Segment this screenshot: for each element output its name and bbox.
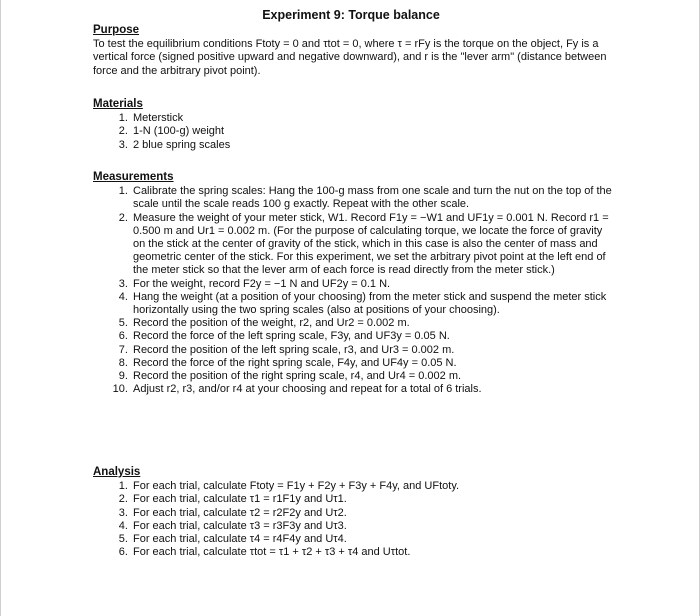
materials-heading: Materials xyxy=(93,98,143,110)
list-item: 5. For each trial, calculate τ4 = r4F4y and Uτ4. xyxy=(131,533,613,546)
list-item: 6. For each trial, calculate τtot = τ1 + τ2 + τ3 + τ4 and Uτtot. xyxy=(131,546,613,559)
list-item: 3. 2 blue spring scales xyxy=(131,139,613,152)
list-item: 6. Record the force of the left spring scale, F3y, and UF3y = 0.05 N. xyxy=(131,330,613,343)
list-item: 2. 1-N (100-g) weight xyxy=(131,125,613,138)
list-item: 1. Meterstick xyxy=(131,112,613,125)
list-item: 7. Record the position of the left spring scale, r3, and Ur3 = 0.002 m. xyxy=(131,344,613,357)
purpose-section xyxy=(93,24,613,78)
purpose-heading: Purpose xyxy=(93,24,140,36)
list-item: 4. Hang the weight (at a position of your choosing) from the meter stick and suspend the meter stick horizontally using the two spring scales (also at positions of your choosing). xyxy=(131,291,613,317)
materials-section xyxy=(93,98,613,152)
measurements-section xyxy=(93,171,613,396)
measurements-heading: Measurements xyxy=(93,171,174,183)
materials-list xyxy=(93,112,613,152)
list-item: 2. For each trial, calculate τ1 = r1F1y and Uτ1. xyxy=(131,493,613,506)
analysis-heading: Analysis xyxy=(93,466,141,478)
list-item: 1. Calibrate the spring scales: Hang the 100-g mass from one scale and turn the nut on the top of the scale until the scale reads 100 g exactly. Repeat with the other scale. xyxy=(131,185,613,211)
list-item: 2. Measure the weight of your meter stick, W1. Record F1y = −W1 and UF1y = 0.001 N. Record r1 = 0.500 m and Ur1 = 0.002 m. (For the purpose of calculating torque, we locate the force of gravity on the stick at the center of gravity of the stick, which in this case is also the center of mass and geometric center of the stick. For this experiment, we set the arbitrary pivot point at the left end of the meter stick so that the lever arm of each force is read directly from the meter stick.) xyxy=(131,212,613,278)
measurements-list xyxy=(93,185,613,396)
list-item: 8. Record the force of the right spring scale, F4y, and UF4y = 0.05 N. xyxy=(131,357,613,370)
page-title: Experiment 9: Torque balance xyxy=(262,8,440,22)
list-item: 1. For each trial, calculate Ftoty = F1y + F2y + F3y + F4y, and UFtoty. xyxy=(131,480,613,493)
list-item: 9. Record the position of the right spring scale, r4, and Ur4 = 0.002 m. xyxy=(131,370,613,383)
list-item: 4. For each trial, calculate τ3 = r3F3y and Uτ3. xyxy=(131,520,613,533)
list-item: 3. For the weight, record F2y = −1 N and UF2y = 0.1 N. xyxy=(131,278,613,291)
analysis-list xyxy=(93,480,613,559)
list-item: 10. Adjust r2, r3, and/or r4 at your choosing and repeat for a total of 6 trials. xyxy=(131,383,613,396)
analysis-section xyxy=(93,466,613,559)
list-item: 5. Record the position of the weight, r2, and Ur2 = 0.002 m. xyxy=(131,317,613,330)
purpose-text: To test the equilibrium conditions Ftoty = 0 and τtot = 0, where τ = rFy is the torque on the object, Fy is a vertical force (signed positive upward and negative downward), and r is the "lever arm" (distance between force and the arbitrary pivot point). xyxy=(93,38,607,77)
list-item: 3. For each trial, calculate τ2 = r2F2y and Uτ2. xyxy=(131,507,613,520)
